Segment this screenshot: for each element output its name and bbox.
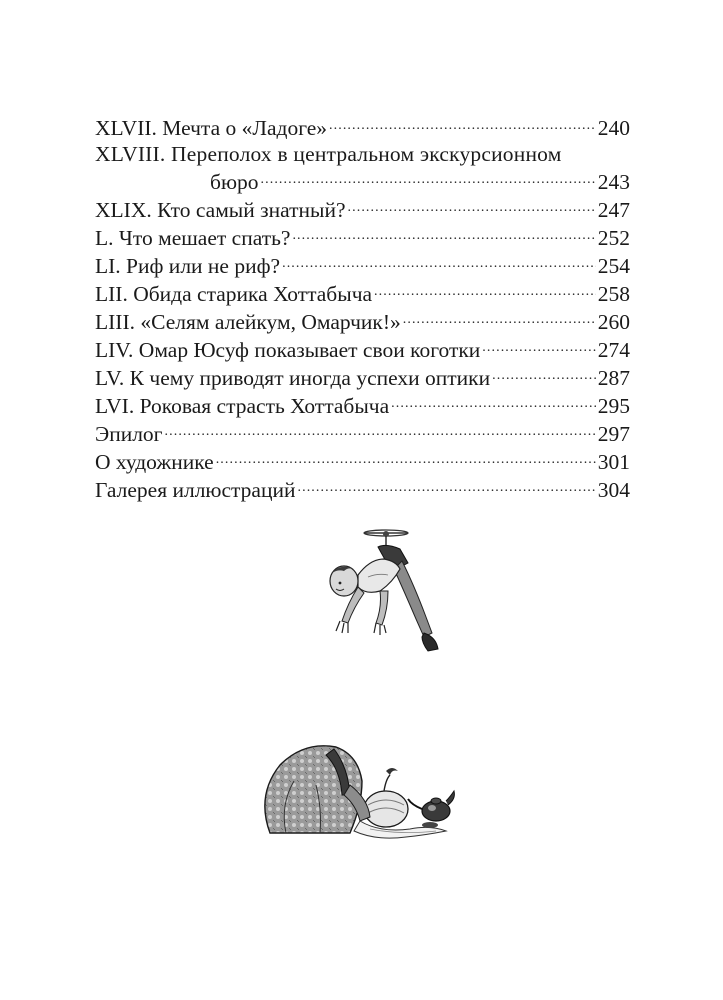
bowing-genie-illustration <box>250 725 460 845</box>
toc-entry-xlviii[interactable] <box>95 141 630 168</box>
toc-leader-dots <box>165 420 596 442</box>
flying-boy-illustration <box>318 525 448 665</box>
bowing-genie-icon <box>250 725 460 845</box>
toc-entry-page: 247 <box>597 198 630 222</box>
toc-entry-page: 252 <box>597 226 630 250</box>
flying-boy-icon <box>318 525 448 665</box>
toc-leader-dots <box>261 168 596 190</box>
toc-entry-title: LII. Обида старика Хоттабыча <box>95 282 373 306</box>
toc-entry-title: LVI. Роковая страсть Хоттабыча <box>95 394 390 418</box>
toc-entry-li[interactable] <box>95 252 630 280</box>
toc-leader-dots <box>292 224 595 246</box>
toc-entry-title: XLVIII. Переполох в центральном экскурсионном <box>95 142 562 166</box>
toc-entry-gallery[interactable] <box>95 476 630 504</box>
toc-leader-dots <box>374 280 596 302</box>
toc-entry-title: О художнике <box>95 450 214 474</box>
toc-entry-title: Галерея иллюстраций <box>95 478 296 502</box>
toc-leader-dots <box>403 308 596 330</box>
table-of-contents <box>95 113 630 504</box>
toc-entry-title-continued: бюро <box>210 170 259 194</box>
toc-entry-l[interactable] <box>95 224 630 252</box>
toc-entry-page: 274 <box>597 338 630 362</box>
toc-entry-title: LIII. «Селям алейкум, Омарчик!» <box>95 310 401 334</box>
toc-leader-dots <box>216 448 596 470</box>
toc-entry-page: 295 <box>597 394 630 418</box>
toc-leader-dots <box>482 336 595 358</box>
toc-leader-dots <box>298 476 596 498</box>
toc-entry-about-artist[interactable] <box>95 448 630 476</box>
toc-entry-page: 260 <box>597 310 630 334</box>
toc-leader-dots <box>391 392 596 414</box>
toc-entry-lvi[interactable] <box>95 392 630 420</box>
toc-entry-page: 304 <box>597 478 630 502</box>
toc-entry-page: 297 <box>597 422 630 446</box>
toc-entry-epilogue[interactable] <box>95 420 630 448</box>
toc-entry-page: 287 <box>597 366 630 390</box>
toc-leader-dots <box>492 364 596 386</box>
toc-entry-title: LV. К чему приводят иногда успехи оптики <box>95 366 491 390</box>
toc-entry-title: LI. Риф или не риф? <box>95 254 281 278</box>
toc-leader-dots <box>348 196 596 218</box>
toc-entry-liv[interactable] <box>95 336 630 364</box>
toc-entry-xlvii[interactable] <box>95 113 630 141</box>
toc-entry-lii[interactable] <box>95 280 630 308</box>
toc-leader-dots <box>329 113 596 135</box>
toc-entry-xlix[interactable] <box>95 196 630 224</box>
toc-entry-xlviii-continued[interactable] <box>95 168 630 196</box>
toc-entry-title: XLIX. Кто самый знатный? <box>95 198 346 222</box>
toc-entry-title: Эпилог <box>95 422 163 446</box>
toc-entry-title: XLVII. Мечта о «Ладоге» <box>95 115 328 140</box>
toc-entry-page: 254 <box>597 254 630 278</box>
toc-entry-page: 301 <box>597 450 630 474</box>
toc-entry-page: 240 <box>597 115 630 140</box>
toc-entry-page: 258 <box>597 282 630 306</box>
toc-leader-dots <box>282 252 596 274</box>
toc-entry-title: LIV. Омар Юсуф показывает свои коготки <box>95 338 481 362</box>
toc-entry-liii[interactable] <box>95 308 630 336</box>
toc-entry-lv[interactable] <box>95 364 630 392</box>
toc-entry-page: 243 <box>597 170 630 194</box>
toc-entry-title: L. Что мешает спать? <box>95 226 291 250</box>
